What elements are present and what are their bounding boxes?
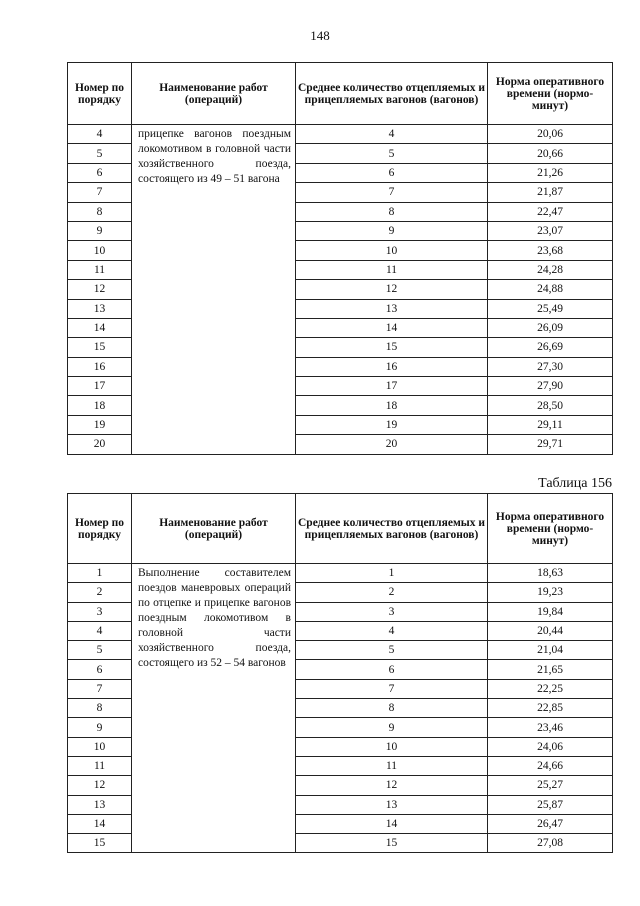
wagon-count-cell: 14 xyxy=(296,814,488,833)
time-norm-cell: 24,28 xyxy=(488,260,613,279)
order-number-cell: 6 xyxy=(68,660,132,679)
order-number-cell: 15 xyxy=(68,834,132,853)
wagon-count-cell: 8 xyxy=(296,699,488,718)
order-number-cell: 2 xyxy=(68,583,132,602)
wagon-count-cell: 4 xyxy=(296,621,488,640)
order-number-cell: 14 xyxy=(68,318,132,337)
header-wagon-count: Среднее количество отцепляемых и прицепляемых вагонов (вагонов) xyxy=(296,63,488,125)
wagon-count-cell: 20 xyxy=(296,435,488,454)
table-body xyxy=(68,125,613,455)
order-number-cell: 18 xyxy=(68,396,132,415)
wagon-count-cell: 14 xyxy=(296,318,488,337)
table-row xyxy=(68,125,613,144)
header-order-number: Номер по порядку xyxy=(68,63,132,125)
wagon-count-cell: 11 xyxy=(296,260,488,279)
time-norm-cell: 20,66 xyxy=(488,144,613,163)
wagon-count-cell: 8 xyxy=(296,202,488,221)
wagon-count-cell: 16 xyxy=(296,357,488,376)
time-norm-cell: 25,87 xyxy=(488,795,613,814)
order-number-cell: 19 xyxy=(68,415,132,434)
order-number-cell: 17 xyxy=(68,377,132,396)
wagon-count-cell: 9 xyxy=(296,718,488,737)
wagon-count-cell: 7 xyxy=(296,679,488,698)
order-number-cell: 1 xyxy=(68,564,132,583)
header-order-number: Номер по порядку xyxy=(68,494,132,564)
time-norm-cell: 23,68 xyxy=(488,241,613,260)
table-body xyxy=(68,564,613,853)
time-norm-cell: 20,06 xyxy=(488,125,613,144)
wagon-count-cell: 15 xyxy=(296,338,488,357)
time-norm-cell: 27,30 xyxy=(488,357,613,376)
order-number-cell: 7 xyxy=(68,183,132,202)
order-number-cell: 9 xyxy=(68,221,132,240)
wagon-count-cell: 2 xyxy=(296,583,488,602)
time-norm-cell: 22,25 xyxy=(488,679,613,698)
time-norm-cell: 28,50 xyxy=(488,396,613,415)
table-header-row xyxy=(68,63,613,125)
wagon-count-cell: 17 xyxy=(296,377,488,396)
wagon-count-cell: 9 xyxy=(296,221,488,240)
work-description-cell: Выполнение составителем поездов маневровых операций по отцепке и прицепке вагонов поездным локомотивом в головной части хозяйственного поезда, состоящего из 52 – 54 вагонов xyxy=(132,564,296,853)
order-number-cell: 11 xyxy=(68,756,132,775)
time-norm-cell: 20,44 xyxy=(488,621,613,640)
norm-table-155-continued xyxy=(67,62,613,455)
order-number-cell: 16 xyxy=(68,357,132,376)
wagon-count-cell: 1 xyxy=(296,564,488,583)
order-number-cell: 8 xyxy=(68,202,132,221)
time-norm-cell: 24,88 xyxy=(488,280,613,299)
time-norm-cell: 21,87 xyxy=(488,183,613,202)
wagon-count-cell: 3 xyxy=(296,602,488,621)
wagon-count-cell: 4 xyxy=(296,125,488,144)
wagon-count-cell: 5 xyxy=(296,641,488,660)
order-number-cell: 13 xyxy=(68,795,132,814)
norm-table-156 xyxy=(67,493,613,853)
order-number-cell: 14 xyxy=(68,814,132,833)
wagon-count-cell: 11 xyxy=(296,756,488,775)
order-number-cell: 12 xyxy=(68,776,132,795)
time-norm-cell: 25,27 xyxy=(488,776,613,795)
time-norm-cell: 29,71 xyxy=(488,435,613,454)
order-number-cell: 5 xyxy=(68,641,132,660)
order-number-cell: 7 xyxy=(68,679,132,698)
wagon-count-cell: 6 xyxy=(296,660,488,679)
time-norm-cell: 21,26 xyxy=(488,163,613,182)
time-norm-cell: 21,04 xyxy=(488,641,613,660)
header-work-name: Наименование работ (операций) xyxy=(132,494,296,564)
order-number-cell: 11 xyxy=(68,260,132,279)
wagon-count-cell: 10 xyxy=(296,737,488,756)
wagon-count-cell: 12 xyxy=(296,776,488,795)
time-norm-cell: 21,65 xyxy=(488,660,613,679)
time-norm-cell: 22,47 xyxy=(488,202,613,221)
time-norm-cell: 25,49 xyxy=(488,299,613,318)
wagon-count-cell: 10 xyxy=(296,241,488,260)
time-norm-cell: 26,47 xyxy=(488,814,613,833)
time-norm-cell: 26,69 xyxy=(488,338,613,357)
time-norm-cell: 27,08 xyxy=(488,834,613,853)
order-number-cell: 10 xyxy=(68,241,132,260)
wagon-count-cell: 5 xyxy=(296,144,488,163)
wagon-count-cell: 13 xyxy=(296,299,488,318)
time-norm-cell: 29,11 xyxy=(488,415,613,434)
wagon-count-cell: 19 xyxy=(296,415,488,434)
order-number-cell: 9 xyxy=(68,718,132,737)
time-norm-cell: 24,06 xyxy=(488,737,613,756)
header-work-name: Наименование работ (операций) xyxy=(132,63,296,125)
wagon-count-cell: 6 xyxy=(296,163,488,182)
wagon-count-cell: 15 xyxy=(296,834,488,853)
time-norm-cell: 18,63 xyxy=(488,564,613,583)
time-norm-cell: 22,85 xyxy=(488,699,613,718)
time-norm-cell: 23,07 xyxy=(488,221,613,240)
table-row xyxy=(68,564,613,583)
table-header-row xyxy=(68,494,613,564)
time-norm-cell: 26,09 xyxy=(488,318,613,337)
table-caption: Таблица 156 xyxy=(538,476,612,491)
order-number-cell: 13 xyxy=(68,299,132,318)
time-norm-cell: 23,46 xyxy=(488,718,613,737)
order-number-cell: 10 xyxy=(68,737,132,756)
page-number: 148 xyxy=(310,28,330,43)
order-number-cell: 20 xyxy=(68,435,132,454)
wagon-count-cell: 18 xyxy=(296,396,488,415)
work-description-cell: прицепке вагонов поездным локомотивом в головной части хозяйственного поезда, состоящего из 49 – 51 вагона xyxy=(132,125,296,455)
order-number-cell: 3 xyxy=(68,602,132,621)
wagon-count-cell: 13 xyxy=(296,795,488,814)
wagon-count-cell: 12 xyxy=(296,280,488,299)
time-norm-cell: 19,23 xyxy=(488,583,613,602)
order-number-cell: 15 xyxy=(68,338,132,357)
time-norm-cell: 19,84 xyxy=(488,602,613,621)
order-number-cell: 4 xyxy=(68,621,132,640)
order-number-cell: 8 xyxy=(68,699,132,718)
header-wagon-count: Среднее количество отцепляемых и прицепляемых вагонов (вагонов) xyxy=(296,494,488,564)
order-number-cell: 5 xyxy=(68,144,132,163)
header-time-norm: Норма оперативного времени (нормо-минут) xyxy=(488,63,613,125)
order-number-cell: 6 xyxy=(68,163,132,182)
order-number-cell: 4 xyxy=(68,125,132,144)
order-number-cell: 12 xyxy=(68,280,132,299)
header-time-norm: Норма оперативного времени (нормо-минут) xyxy=(488,494,613,564)
time-norm-cell: 24,66 xyxy=(488,756,613,775)
wagon-count-cell: 7 xyxy=(296,183,488,202)
time-norm-cell: 27,90 xyxy=(488,377,613,396)
